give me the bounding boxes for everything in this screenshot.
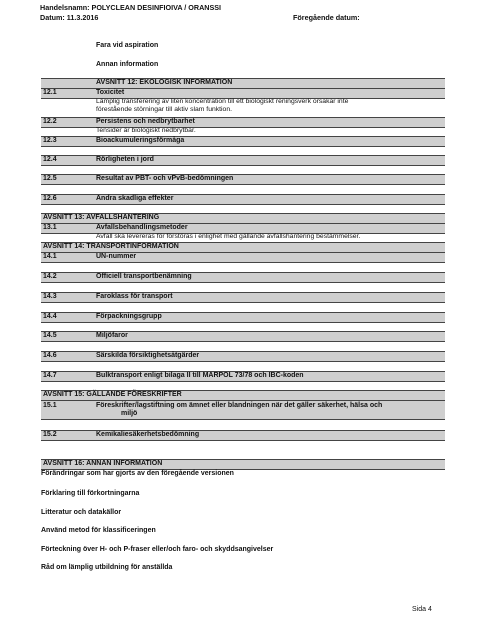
row-number: 15.2 [43,431,57,438]
section-14-title: AVSNITT 14: TRANSPORTINFORMATION [43,243,179,250]
row-number: 12.2 [43,118,57,125]
row-label: Förpackningsgrupp [96,313,162,320]
waste-text: Avfall ska levereras för förstöras i enlighet med gällande avfallshantering bestämmelser. [96,233,361,240]
row-label: Miljöfaror [96,332,128,339]
row-14-2 [41,272,445,283]
other-information: Annan information [96,61,159,68]
row-label: Persistens och nedbrytbarhet [96,118,195,125]
row-14-3 [41,292,445,303]
row-label: Rörligheten i jord [96,156,154,163]
section-15-title: AVSNITT 15: GÄLLANDE FÖRESKRIFTER [43,391,182,398]
row-label: Bioackumuleringsförmåga [96,137,185,144]
row-number: 12.4 [43,156,57,163]
row-number: 14.4 [43,313,57,320]
previous-date: Föregående datum: [293,13,360,22]
list-item: Förteckning över H- och P-fraser eller/och faro- och skyddsangivelser [41,546,274,553]
row-number: 14.6 [43,352,57,359]
row-number: 14.7 [43,372,57,379]
row-14-7 [41,371,445,382]
list-item: Litteratur och datakällor [41,509,122,516]
row-number: 14.1 [43,253,57,260]
trade-name: Handelsnamn: POLYCLEAN DESINFIOIVA / ORANSSI [40,3,222,12]
row-12-3 [41,136,445,147]
row-number: 12.3 [43,137,57,144]
row-number: 12.5 [43,175,57,182]
row-label: Bulktransport enligt bilaga II till MARPOL 73/78 och IBC-koden [96,372,304,379]
row-15-2 [41,430,445,441]
persistence-text: Tensider är biologiskt nedbrytbar. [96,127,196,134]
row-label-line-1: Föreskrifter/lagstiftning om ämnet eller blandningen när det gäller säkerhet, hälsa och [96,402,383,409]
row-label: Särskilda försiktighetsåtgärder [96,352,200,359]
row-14-5 [41,331,445,342]
row-label: Avfallsbehandlingsmetoder [96,224,188,231]
section-13-title: AVSNITT 13: AVFALLSHANTERING [43,214,160,221]
page-number: Sida 4 [412,606,432,613]
row-label: Andra skadliga effekter [96,195,174,202]
row-number: 12.1 [43,89,57,96]
row-12-4 [41,155,445,166]
row-label: Kemikaliesäkerhetsbedömning [96,431,200,438]
row-14-1 [41,252,445,263]
list-item: Förändringar som har gjorts av den föregående versionen [41,470,234,477]
row-number: 14.2 [43,273,57,280]
row-14-4 [41,312,445,323]
toxicity-text-1: Lämplig transferering av liten koncentration till ett biologiskt reningsverk orsakar inte [96,98,349,105]
row-label-line-2: miljö [121,410,138,417]
list-item: Råd om lämplig utbildning för anställda [41,564,173,571]
list-item: Använd metod för klassificeringen [41,527,156,534]
row-12-5 [41,174,445,185]
row-label: Toxicitet [96,89,125,96]
section-16-header [41,459,445,470]
row-12-6 [41,194,445,205]
row-number: 13.1 [43,224,57,231]
row-number: 14.3 [43,293,57,300]
row-label: Faroklass för transport [96,293,173,300]
document-date: Datum: 11.3.2016 [40,13,99,22]
row-number: 14.5 [43,332,57,339]
row-number: 15.1 [43,402,57,409]
row-number: 12.6 [43,195,57,202]
row-label: Resultat av PBT- och vPvB-bedömningen [96,175,234,182]
section-16-title: AVSNITT 16: ANNAN INFORMATION [43,460,163,467]
row-14-6 [41,351,445,362]
aspiration-hazard: Fara vid aspiration [96,42,159,49]
row-label: UN-nummer [96,253,137,260]
row-label: Officiell transportbenämning [96,273,192,280]
toxicity-text-2: förestående störningar till aktiv slam funktion. [96,106,233,113]
row-15-1 [41,400,445,420]
list-item: Förklaring till förkortningarna [41,490,140,497]
section-12-title: AVSNITT 12: EKOLOGISK INFORMATION [96,79,233,86]
